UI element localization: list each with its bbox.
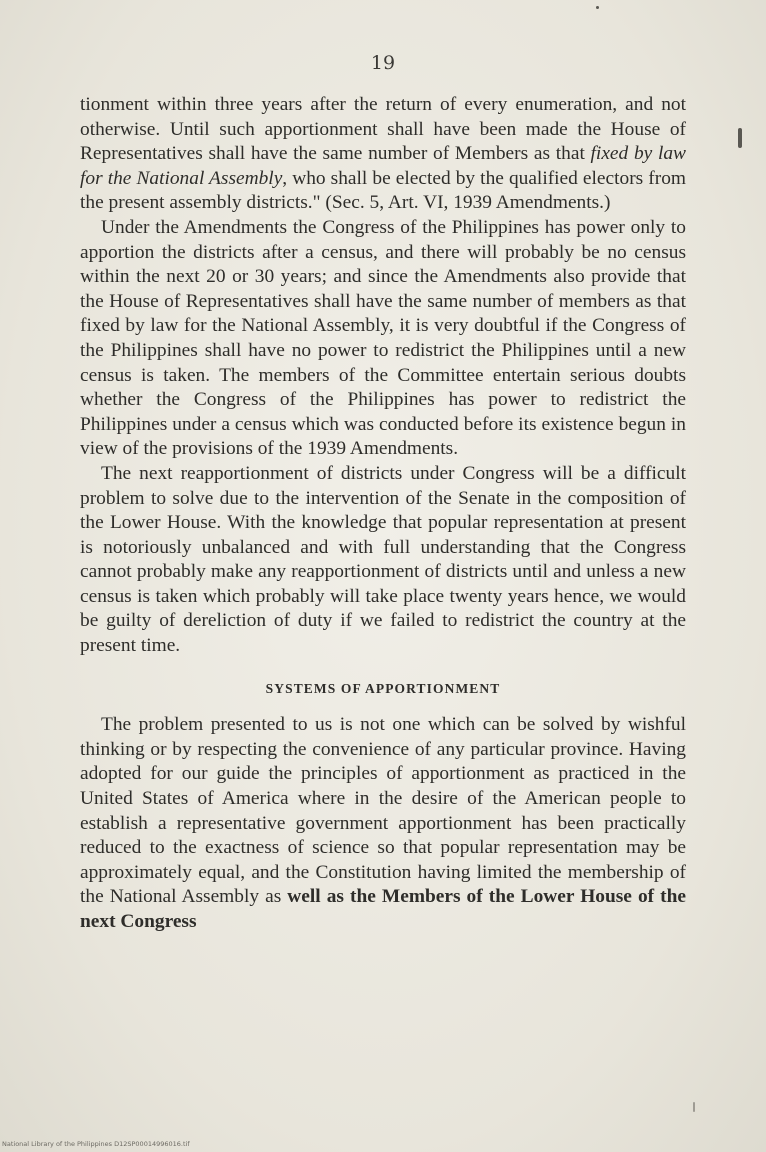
paragraph-text: , who shall be elected by the qualified electors from the present assembly districts." (Sec. 5, Art. VI, 1939 Amendments.) bbox=[80, 167, 686, 214]
paragraph-text: The problem presented to us is not one which can be solved by wishful thinking or by respecting the convenience of any particular province. Having adopted for our guide the principles of apportionment as practiced in the United States of America where in the desire of the American people to establish a representative government apportionment has been practically reduced to the exactness of science so that popular representation may be approximately equal, and the Constitution having limited the membership of the National Assembly as bbox=[80, 714, 686, 908]
scan-speck bbox=[596, 6, 599, 9]
archive-stamp: National Library of the Philippines D12SP00014996016.tif bbox=[2, 1140, 190, 1148]
paragraph-text: tionment within three years after the return of every enumeration, and not otherwise. Until such apportionment shall have been made the House of Representatives shall have the same number of Members as that bbox=[80, 94, 686, 165]
italic-text: fixed by law for the National Assembly bbox=[80, 143, 686, 189]
paragraph bbox=[80, 93, 686, 216]
paragraph: The next reapportionment of districts under Congress will be a difficult problem to solve due to the intervention of the Senate in the composition of the Lower House. With the knowledge that popular representation at present is notoriously unbalanced and with full understanding that the Congress cannot probably make any reapportionment of districts until and unless a new census is taken which probably will take place twenty years hence, we would be guilty of dereliction of duty if we failed to redistrict the country at the present time. bbox=[80, 462, 686, 657]
scan-speck bbox=[738, 128, 742, 148]
section-heading: SYSTEMS OF APPORTIONMENT bbox=[265, 680, 501, 696]
paragraph-text-bold: well as the Members of the Lower House of the next Congress bbox=[80, 886, 686, 932]
paragraph: Under the Amendments the Congress of the Philippines has power only to apportion the districts after a census, and there will probably be no census within the next 20 or 30 years; and since the Amendments also provide that the House of Representatives shall have the same number of members as that fixed by law for the National Assembly, it is very doubtful if the Congress of the Philippines shall have no power to redistrict the Philippines until a new census is taken. The members of the Committee entertain serious doubts whether the Congress of the Philippines has power to redistrict the Philippines under a census which was conducted before its existence begun in view of the provisions of the 1939 Amendments. bbox=[80, 216, 686, 460]
scan-speck bbox=[693, 1102, 695, 1112]
paragraph bbox=[80, 713, 686, 934]
page-body bbox=[80, 93, 686, 935]
page-number: 19 bbox=[370, 52, 396, 74]
